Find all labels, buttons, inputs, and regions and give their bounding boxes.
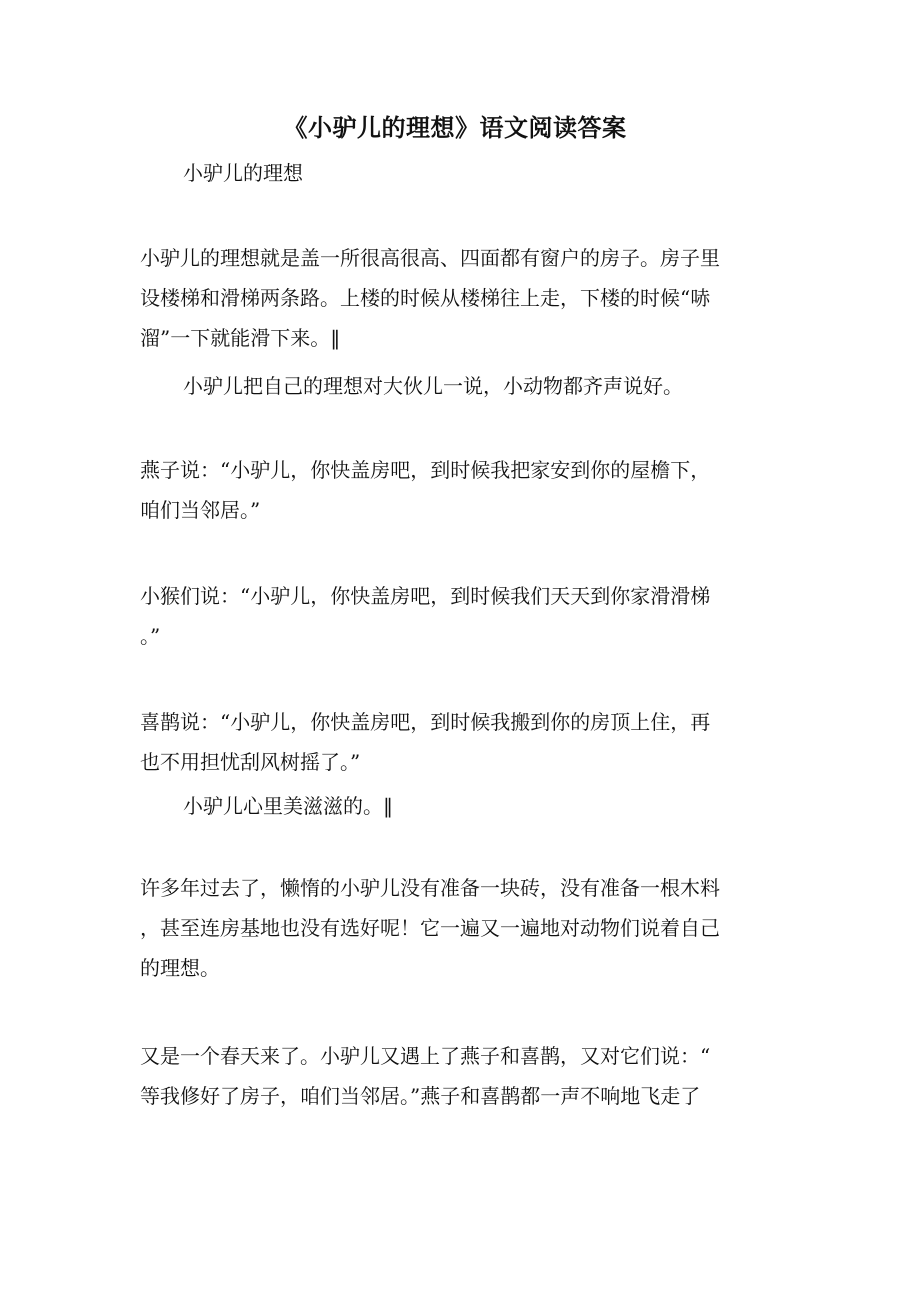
paragraph-line: 咱们当邻居。”	[140, 498, 261, 522]
paragraph-line: 小驴儿的理想就是盖一所很高很高、四面都有窗户的房子。房子里	[140, 246, 720, 270]
document-title: 《小驴儿的理想》语文阅读答案	[283, 113, 627, 142]
indented-paragraph: 小驴儿把自己的理想对大伙儿一说，小动物都齐声说好。	[183, 374, 683, 398]
paragraph-line: 等我修好了房子，咱们当邻居。”燕子和喜鹊都一声不响地飞走了	[140, 1084, 701, 1108]
paragraph-line: 燕子说：“小驴儿，你快盖房吧，到时候我把家安到你的屋檐下，	[140, 458, 711, 482]
paragraph-line: 又是一个春天来了。小驴儿又遇上了燕子和喜鹊，又对它们说：“	[140, 1044, 711, 1068]
paragraph-line: 设楼梯和滑梯两条路。上楼的时候从楼梯往上走，下楼的时候“哧	[140, 286, 711, 310]
paragraph-line: 的理想。	[140, 956, 220, 980]
paragraph-line: 许多年过去了，懒惰的小驴儿没有准备一块砖，没有准备一根木料	[140, 876, 720, 900]
paragraph-line: 溜”一下就能滑下来。‖	[140, 326, 341, 350]
paragraph	[140, 1036, 772, 1116]
story-title: 小驴儿的理想	[183, 161, 303, 185]
paragraph-line: 。”	[140, 624, 161, 648]
paragraph	[140, 868, 772, 988]
indented-paragraph: 小驴儿心里美滋滋的。‖	[183, 794, 393, 818]
paragraph	[140, 238, 772, 358]
paragraph	[140, 702, 772, 782]
paragraph-line: ，甚至连房基地也没有选好呢！它一遍又一遍地对动物们说着自己	[140, 916, 720, 940]
paragraph	[140, 576, 772, 656]
paragraph-line: 也不用担忧刮风树摇了。”	[140, 750, 361, 774]
paragraph-line: 小猴们说：“小驴儿，你快盖房吧，到时候我们天天到你家滑滑梯	[140, 584, 711, 608]
paragraph	[140, 450, 772, 530]
paragraph-line: 喜鹊说：“小驴儿，你快盖房吧，到时候我搬到你的房顶上住，再	[140, 710, 711, 734]
